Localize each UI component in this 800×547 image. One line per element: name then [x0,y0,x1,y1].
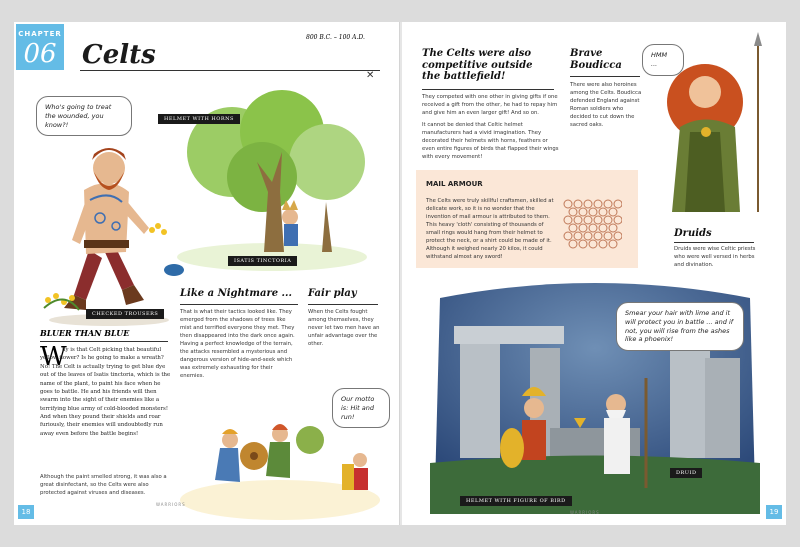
competitive-rule [422,89,554,90]
nightmare-rule [180,304,298,305]
chapter-box [16,24,64,70]
druids-rule [674,242,754,243]
nightmare-text: That is what their tactics looked like. They emerged from the shadows of trees like mist and terrified everyone they met. They then disappeared into the dark once again. Having a perfect knowledge of the terrain, the attacks resembled a mysterious and dangerous version of hide-and-seek which was extremely exhausting for their enemies. [180,309,295,379]
competitive-heading: The Celts were also competitive outside the battlefield! [422,48,533,82]
bluer-text: hy is that Celt picking that beautiful yellow flower? Is he going to make a wreath? No! The Celt is actually trying to get blue dye out of the leaves of Isatis tinctoria, which is the name of the plant, to paint his face when he goes to battle. He and his friends will then swarm into the sight of their enemies like a terrifying blue army of cold-blooded monsters! And when they pound their shields and roar furiously, their enemies will undoubtedly run away even before the battle begins! [40,347,171,437]
nightmare-heading: Like a Nightmare ... [180,288,293,299]
tree-hiding-illustration [172,82,377,272]
mail-armour-heading: MAIL ARMOUR [426,180,483,188]
celt-picking-flowers-illustration [34,130,184,330]
right-footer: WARRIORS [570,510,600,515]
mail-armour-text: The Celts were truly skillful craftsmen, skilled at delicate work, so it is no wonder that the invention of mail armour is attributed to them. This heavy 'cloth' consisting of thousands of small rings would hang from their helmet to protect the neck, or a shirt could be made of it. Although it weighed nearly 20 kilos, it could withstand almost any sword! [426,198,554,260]
page-number-right: 19 [766,505,782,519]
label-helmet-horns: HELMET WITH HORNS [158,114,240,124]
competitive-text-1: They competed with one other in giving gifts if one received a gift from the other, he had to repay him and give him an even larger gift! And so on. [422,94,558,116]
bluer-heading: BLUER THAN BLUE [40,328,130,338]
label-checked-trousers: CHECKED TROUSERS [86,309,164,319]
right-page [402,22,786,525]
roman-speech-bubble: Our motto is: Hit and run! [332,388,390,428]
chapter-label: CHAPTER [18,30,62,38]
chapter-number: 06 [23,39,57,69]
boudicca-text: There were also heroines among the Celts. Boudicca defended England against Roman soldiers who decided to cut down the sacred oaks. [570,82,642,128]
title-rule [80,70,380,71]
fairplay-rule [308,304,378,305]
druid-speech-bubble: Smear your hair with lime and it will protect you in battle ... and if not, you will rise from the ashes like a phoenix! [616,302,744,351]
page-number-left: 18 [18,505,34,519]
page-title: Celts [82,40,156,70]
chainmail-icon [562,198,622,254]
label-helmet-bird: HELMET WITH FIGURE OF BIRD [460,496,572,506]
bluer-text-2: Although the paint smelled strong, it was also a great disinfectant, so the Celts were also protected against viruses and diseases. [40,474,167,496]
competitive-text-2: It cannot be denied that Celtic helmet manufacturers had a vivid imagination. They decorated their helmets with horns, feathers or even entire figures of birds that flapped their wings with every movement! [422,122,559,160]
boudicca-heading: Brave Boudicca [570,48,622,71]
date-range: 800 B.C. – 100 A.D. [306,34,365,41]
druids-heading: Druids [674,228,712,239]
close-icon: ✕ [366,70,375,81]
label-druid: DRUID [670,468,702,478]
left-footer: WARRIORS [156,502,186,507]
label-isatis-tinctoria: ISATIS TINCTORIA [228,256,297,266]
celt-speech-bubble: Who's going to treat the wounded, you know?! [36,96,132,136]
boudicca-speech-bubble: HMM ... [642,44,684,76]
druids-text: Druids were wise Celtic priests who were well versed in herbs and divination. [674,246,756,268]
fairplay-heading: Fair play [308,288,357,299]
boudicca-rule [570,76,640,77]
left-page [14,22,400,525]
drop-cap: W [40,342,67,372]
fairplay-text: When the Celts fought among themselves, they never let two men have an unfair advantage over the other. [308,309,380,347]
